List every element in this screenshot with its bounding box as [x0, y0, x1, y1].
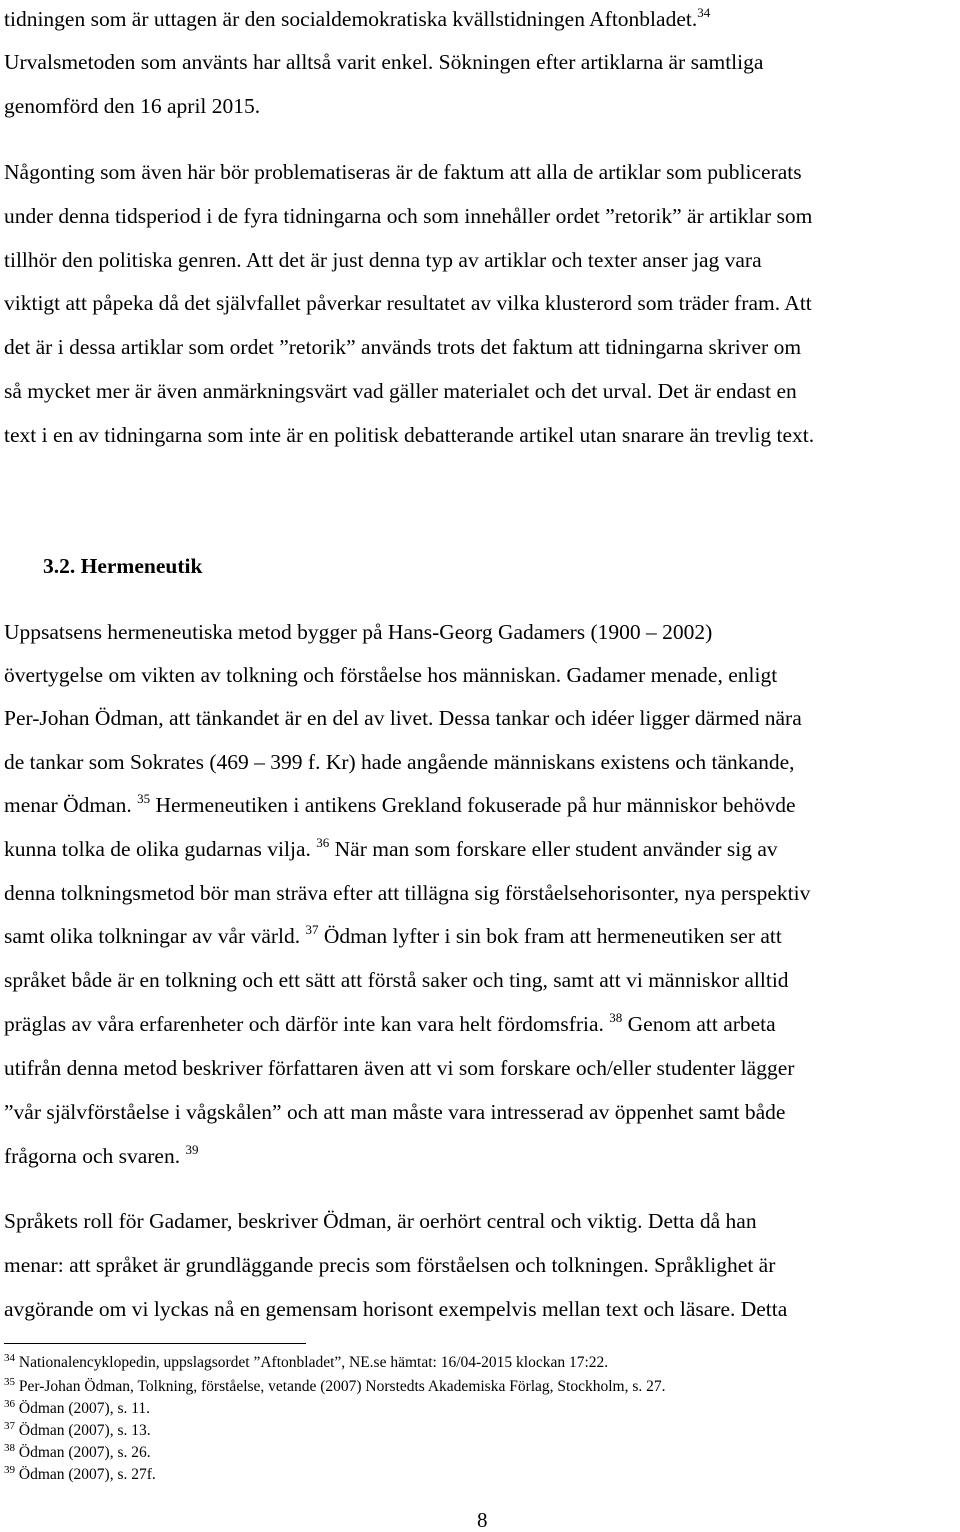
text-line: tidningen som är uttagen är den socialdemokratiska kvällstidningen Aftonbladet.$^{34}$	[4, 5, 711, 31]
text-line: Någonting som även här bör problematiseras är de faktum att alla de artiklar som publicerats	[4, 160, 802, 184]
text-line: det är i dessa artiklar som ordet ”retorik” används trots det faktum att tidningarna skriver om	[4, 335, 802, 359]
footnote: $^{39}$ Ödman (2007), s. 27f.	[4, 1464, 156, 1483]
footnote: $^{38}$ Ödman (2007), s. 26.	[4, 1442, 151, 1461]
text-line: menar Ödman. $^{35}$ Hermeneutiken i antikens Grekland fokuserade på hur människor behövde	[4, 791, 796, 817]
footnote-ref: 37	[305, 922, 319, 937]
text-line: samt olika tolkningar av vår värld. $^{37}$ Ödman lyfter i sin bok fram att hermeneutiken ser att	[4, 922, 782, 948]
text-line: frågorna och svaren. $^{39}$	[4, 1142, 199, 1168]
footnote-ref: 36	[316, 835, 330, 850]
text-line: menar: att språket är grundläggande precis som förståelsen och tolkningen. Språklighet är	[4, 1253, 776, 1277]
text-line: präglas av våra erfarenheter och därför inte kan vara helt fördomsfria. $^{38}$ Genom att arbeta	[4, 1010, 776, 1036]
text-line: Per-Johan Ödman, att tänkandet är en del av livet. Dessa tankar och idéer ligger därmed nära	[4, 706, 802, 730]
footnote: $^{35}$ Per-Johan Ödman, Tolkning, förståelse, vetande (2007) Norstedts Akademiska Förlag, Stockholm, s. 27.	[4, 1376, 666, 1395]
text-line: Språkets roll för Gadamer, beskriver Ödman, är oerhört central och viktig. Detta då han	[4, 1209, 757, 1233]
text-line: denna tolkningsmetod bör man sträva efter att tillägna sig förståelsehorisonter, nya perspektiv	[4, 881, 811, 905]
text-line: kunna tolka de olika gudarnas vilja. $^{36}$ När man som forskare eller student använder sig av	[4, 835, 778, 861]
footnote-number: 35	[4, 1376, 15, 1388]
text-line: ”vår självförståelse i vågskålen” och att man måste vara intresserad av öppenhet samt både	[4, 1100, 786, 1124]
text-line: de tankar som Sokrates (469 – 399 f. Kr) hade angående människans existens och tänkande,	[4, 750, 795, 774]
text-line: Urvalsmetoden som använts har alltså varit enkel. Sökningen efter artiklarna är samtliga	[4, 50, 764, 74]
footnote-number: 34	[4, 1352, 15, 1364]
text-line: utifrån denna metod beskriver författaren även att vi som forskare och/eller studenter lägger	[4, 1056, 795, 1080]
text-line: så mycket mer är även anmärkningsvärt vad gäller materialet och det urval. Det är endast en	[4, 379, 797, 403]
text-line: övertygelse om vikten av tolkning och förståelse hos människan. Gadamer menade, enligt	[4, 663, 778, 687]
text-line: text i en av tidningarna som inte är en politisk debatterande artikel utan snarare än trevlig text.	[4, 423, 815, 447]
footnote: $^{37}$ Ödman (2007), s. 13.	[4, 1420, 151, 1439]
footnote-ref: 39	[185, 1142, 199, 1157]
footnote-number: 37	[4, 1420, 15, 1432]
footnote-ref: 35	[137, 791, 151, 806]
text-line: Uppsatsens hermeneutiska metod bygger på Hans-Georg Gadamers (1900 – 2002)	[4, 620, 713, 644]
footnote-number: 38	[4, 1442, 15, 1454]
footnote: $^{34}$ Nationalencyklopedin, uppslagsordet ”Aftonbladet”, NE.se hämtat: 16/04-2015 klockan 17:22.	[4, 1352, 609, 1371]
text-line: under denna tidsperiod i de fyra tidningarna och som innehåller ordet ”retorik” är artiklar som	[4, 204, 813, 228]
footnote-separator	[4, 1343, 306, 1344]
text-line: språket både är en tolkning och ett sätt att förstå saker och ting, samt att vi människor alltid	[4, 968, 789, 992]
footnote-number: 36	[4, 1398, 15, 1410]
footnote-number: 39	[4, 1464, 15, 1476]
text-line: tillhör den politiska genren. Att det är just denna typ av artiklar och texter anser jag vara	[4, 248, 762, 272]
footnote-ref: 34	[697, 5, 711, 20]
text-line: viktigt att påpeka då det självfallet påverkar resultatet av vilka klusterord som träder fram. Att	[4, 291, 812, 315]
text-line: avgörande om vi lyckas nå en gemensam horisont exempelvis mellan text och läsare. Detta	[4, 1297, 788, 1321]
text-line: genomförd den 16 april 2015.	[4, 94, 261, 118]
page-number: 8	[477, 1508, 488, 1532]
section-heading: 3.2. Hermeneutik	[43, 554, 203, 578]
footnote: $^{36}$ Ödman (2007), s. 11.	[4, 1398, 151, 1417]
footnote-ref: 38	[609, 1010, 623, 1025]
